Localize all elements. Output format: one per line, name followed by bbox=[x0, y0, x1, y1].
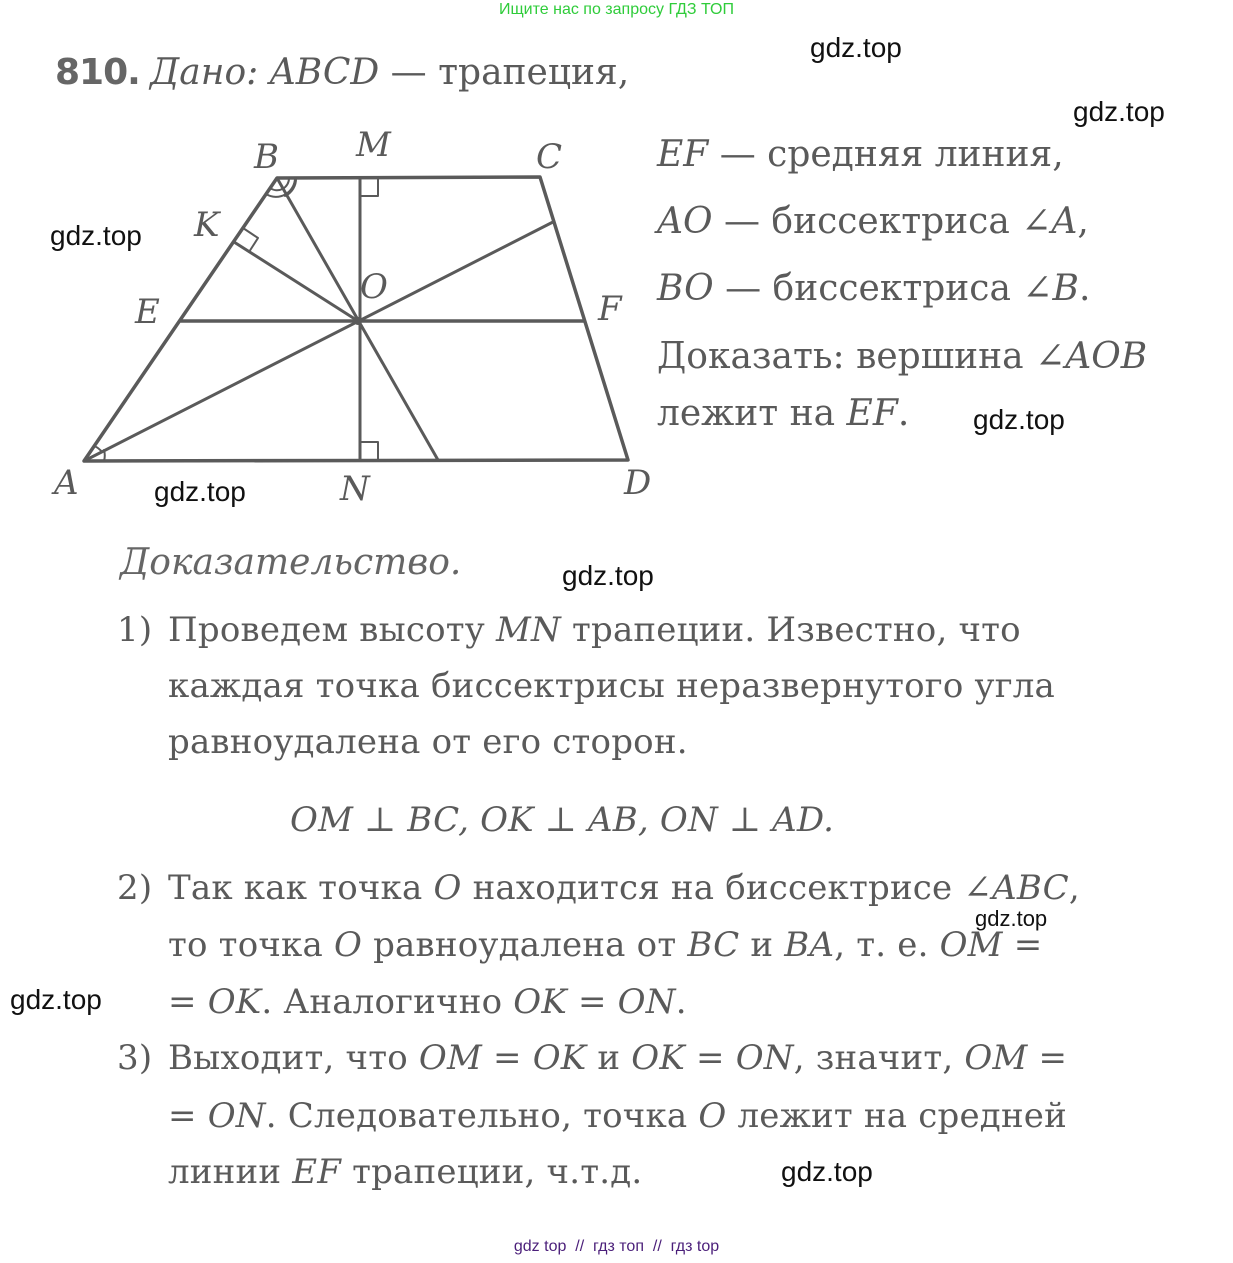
given-item bbox=[657, 201, 1089, 242]
point-o bbox=[354, 317, 362, 325]
given-text: — средняя линия, bbox=[708, 134, 1064, 175]
text: , bbox=[1068, 868, 1080, 908]
step2-line1 bbox=[168, 868, 1080, 908]
math: BA bbox=[784, 925, 835, 965]
prove-text: вершина bbox=[844, 336, 1036, 377]
prove-statement bbox=[657, 336, 1147, 377]
math: OM bbox=[939, 925, 1003, 965]
text: . bbox=[675, 982, 687, 1022]
text: находится на биссектрисе bbox=[461, 868, 964, 908]
given-angle: ∠B bbox=[1022, 268, 1079, 309]
given-trapezoid-text: — трапеция, bbox=[379, 52, 630, 93]
label-k: K bbox=[194, 205, 220, 245]
prove-label: Доказать: bbox=[657, 336, 845, 377]
watermark: gdz.top bbox=[810, 32, 902, 63]
step-number: 2) bbox=[117, 868, 153, 908]
top-banner[interactable]: Ищите нас по запросу ГДЗ ТОП bbox=[499, 1, 734, 18]
watermark: gdz.top bbox=[1073, 96, 1165, 127]
right-angle-n bbox=[360, 442, 378, 460]
math: OK bbox=[207, 982, 262, 1022]
math: BC bbox=[687, 925, 740, 965]
text: = bbox=[481, 1038, 533, 1078]
math: EF bbox=[292, 1152, 342, 1192]
watermark: gdz.top bbox=[781, 1156, 873, 1187]
prove-tail: . bbox=[897, 393, 910, 434]
watermark: gdz.top bbox=[154, 476, 246, 507]
text: , значит, bbox=[793, 1038, 965, 1078]
step1-line2: каждая точка биссектрисы неразвернутого угла bbox=[168, 666, 1055, 706]
given-item bbox=[657, 268, 1090, 309]
step1-line1 bbox=[168, 610, 1021, 650]
label-e: E bbox=[135, 292, 160, 332]
label-d: D bbox=[624, 463, 652, 503]
text: Выходит, что bbox=[168, 1038, 419, 1078]
text: лежит на средней bbox=[726, 1096, 1067, 1136]
text: = bbox=[1027, 1038, 1068, 1078]
given-label: Дано: bbox=[150, 52, 259, 93]
math: O bbox=[333, 925, 363, 965]
given-tail: . bbox=[1078, 268, 1091, 309]
label-a: A bbox=[54, 463, 79, 503]
watermark: gdz.top bbox=[973, 404, 1065, 435]
text: . Аналогично bbox=[261, 982, 514, 1022]
problem-number: 810. bbox=[55, 52, 140, 93]
given-trapezoid-name: ABCD bbox=[269, 52, 380, 93]
given-text: — биссектриса bbox=[713, 268, 1023, 309]
label-m: M bbox=[356, 125, 391, 165]
given-angle: ∠A bbox=[1021, 201, 1078, 242]
watermark: gdz.top bbox=[50, 220, 142, 251]
step1-line3: равноудалена от его сторон. bbox=[168, 722, 688, 762]
math: OK bbox=[631, 1038, 685, 1078]
math: OK bbox=[532, 1038, 587, 1078]
math: ∠ABC bbox=[963, 868, 1069, 908]
math: O bbox=[698, 1096, 727, 1136]
given-math: BO bbox=[657, 268, 714, 309]
watermark: gdz.top bbox=[10, 984, 102, 1015]
text: = bbox=[168, 1096, 208, 1136]
text: и bbox=[586, 1038, 632, 1078]
math: ON bbox=[207, 1096, 266, 1136]
text: = bbox=[168, 982, 208, 1022]
prove-text: лежит на bbox=[657, 393, 847, 434]
math: O bbox=[433, 868, 462, 908]
text: = bbox=[684, 1038, 736, 1078]
given-math: AO bbox=[657, 201, 713, 242]
math: OM bbox=[964, 1038, 1028, 1078]
math: OK bbox=[513, 982, 567, 1022]
step2-line2 bbox=[168, 925, 1042, 965]
given-math: EF bbox=[657, 134, 709, 175]
perpendicular-statement: OM ⊥ BC, OK ⊥ AB, ON ⊥ AD. bbox=[290, 800, 835, 840]
math: ON bbox=[735, 1038, 794, 1078]
label-n: N bbox=[340, 469, 370, 509]
math: OM bbox=[418, 1038, 482, 1078]
step3-line1 bbox=[168, 1038, 1067, 1078]
step-number: 1) bbox=[117, 610, 153, 650]
label-c: C bbox=[536, 137, 563, 177]
text: и bbox=[739, 925, 785, 965]
text: линии bbox=[168, 1152, 293, 1192]
prove-angle: ∠AOB bbox=[1035, 336, 1148, 377]
step-number: 3) bbox=[117, 1038, 153, 1078]
step2-line3 bbox=[168, 982, 687, 1022]
angle-arc-a2 bbox=[104, 450, 105, 461]
proof-title: Доказательство. bbox=[120, 542, 462, 583]
perpendicular-ok bbox=[234, 242, 358, 321]
right-angle-m bbox=[360, 178, 378, 196]
bisector-ao bbox=[84, 222, 553, 461]
math: MN bbox=[496, 610, 561, 650]
label-f: F bbox=[598, 289, 622, 329]
label-b: B bbox=[254, 137, 279, 177]
step3-line2 bbox=[168, 1096, 1067, 1136]
math: ON bbox=[617, 982, 676, 1022]
text: , т. е. bbox=[834, 925, 940, 965]
watermark: gdz.top bbox=[562, 560, 654, 591]
trapezoid-figure bbox=[0, 0, 700, 520]
label-o: O bbox=[360, 267, 388, 307]
text: = bbox=[566, 982, 618, 1022]
text: = bbox=[1002, 925, 1043, 965]
text: трапеции. Известно, что bbox=[560, 610, 1021, 650]
given-tail: , bbox=[1077, 201, 1089, 242]
text: Проведем высоту bbox=[168, 610, 496, 650]
step3-line3 bbox=[168, 1152, 642, 1192]
given-item bbox=[657, 134, 1064, 175]
text: равноудалена от bbox=[362, 925, 688, 965]
watermark: gdz.top bbox=[975, 906, 1048, 931]
angle-arc-a1 bbox=[94, 446, 102, 452]
footer-links[interactable]: gdz top // гдз топ // гдз top bbox=[513, 1238, 720, 1255]
text: Так как точка bbox=[168, 868, 434, 908]
text: то точка bbox=[168, 925, 334, 965]
prove-math: EF bbox=[846, 393, 898, 434]
text: трапеции, ч.т.д. bbox=[341, 1152, 643, 1192]
given-text: — биссектриса bbox=[712, 201, 1022, 242]
text: . Следовательно, точка bbox=[265, 1096, 699, 1136]
